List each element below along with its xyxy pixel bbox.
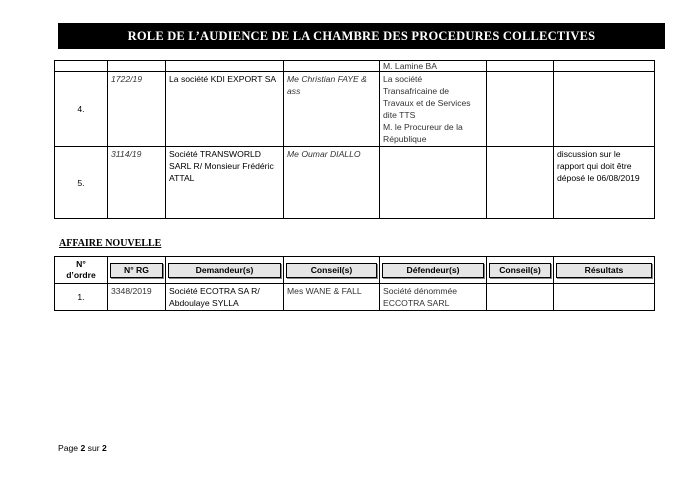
- new-case-table: [54, 256, 655, 311]
- results-cell: [554, 72, 655, 147]
- counsel-cell: Me Oumar DIALLO: [284, 147, 380, 219]
- header-plaintiff: Demandeur(s): [166, 257, 284, 284]
- table-header-row: [55, 257, 655, 284]
- table-row: [55, 284, 655, 311]
- header-defendant: Défendeur(s): [380, 257, 487, 284]
- header-counsel: Conseil(s): [284, 257, 380, 284]
- banner-title-text: ROLE DE L’AUDIENCE DE LA CHAMBRE DES PROCEDURES COLLECTIVES: [127, 28, 596, 43]
- row-number: 5.: [55, 147, 108, 219]
- row-number: 1.: [55, 284, 108, 311]
- table-row: [55, 147, 655, 219]
- defendant-cell: Société dénommée ECCOTRA SARL: [380, 284, 487, 311]
- header-order-number: N° d’ordre: [55, 257, 108, 284]
- continuation-defendant-cell: M. Lamine BA: [380, 61, 487, 72]
- defendant-cell: [380, 147, 487, 219]
- results-cell: [554, 284, 655, 311]
- defendant-cell: La société Transafricaine de Travaux et de Services dite TTS M. le Procureur de la République: [380, 72, 487, 147]
- total-pages-number: 2: [101, 443, 107, 453]
- page-banner-title: [58, 23, 665, 49]
- hearing-roll-table: [54, 60, 655, 219]
- plaintiff-cell: Société ECOTRA SA R/ Abdoulaye SYLLA: [166, 284, 284, 311]
- rg-number: 3114/19: [108, 147, 166, 219]
- defendant-counsel-cell: [487, 72, 554, 147]
- page-footer: Page 2 sur 2: [58, 443, 107, 453]
- plaintiff-cell: La société KDI EXPORT SA: [166, 72, 284, 147]
- rg-number: 1722/19: [108, 72, 166, 147]
- header-defendant-counsel: Conseil(s): [487, 257, 554, 284]
- section-title: AFFAIRE NOUVELLE: [59, 238, 162, 249]
- table-row-continuation: [55, 61, 655, 72]
- counsel-cell: Me Christian FAYE & ass: [284, 72, 380, 147]
- counsel-cell: Mes WANE & FALL: [284, 284, 380, 311]
- current-page-number: 2: [80, 443, 86, 453]
- defendant-counsel-cell: [487, 284, 554, 311]
- row-number: 4.: [55, 72, 108, 147]
- header-results: Résultats: [554, 257, 655, 284]
- table-row: [55, 72, 655, 147]
- plaintiff-cell: Société TRANSWORLD SARL R/ Monsieur Frédéric ATTAL: [166, 147, 284, 219]
- rg-number: 3348/2019: [108, 284, 166, 311]
- results-cell: discussion sur le rapport qui doit être déposé le 06/08/2019: [554, 147, 655, 219]
- header-rg: N° RG: [108, 257, 166, 284]
- defendant-counsel-cell: [487, 147, 554, 219]
